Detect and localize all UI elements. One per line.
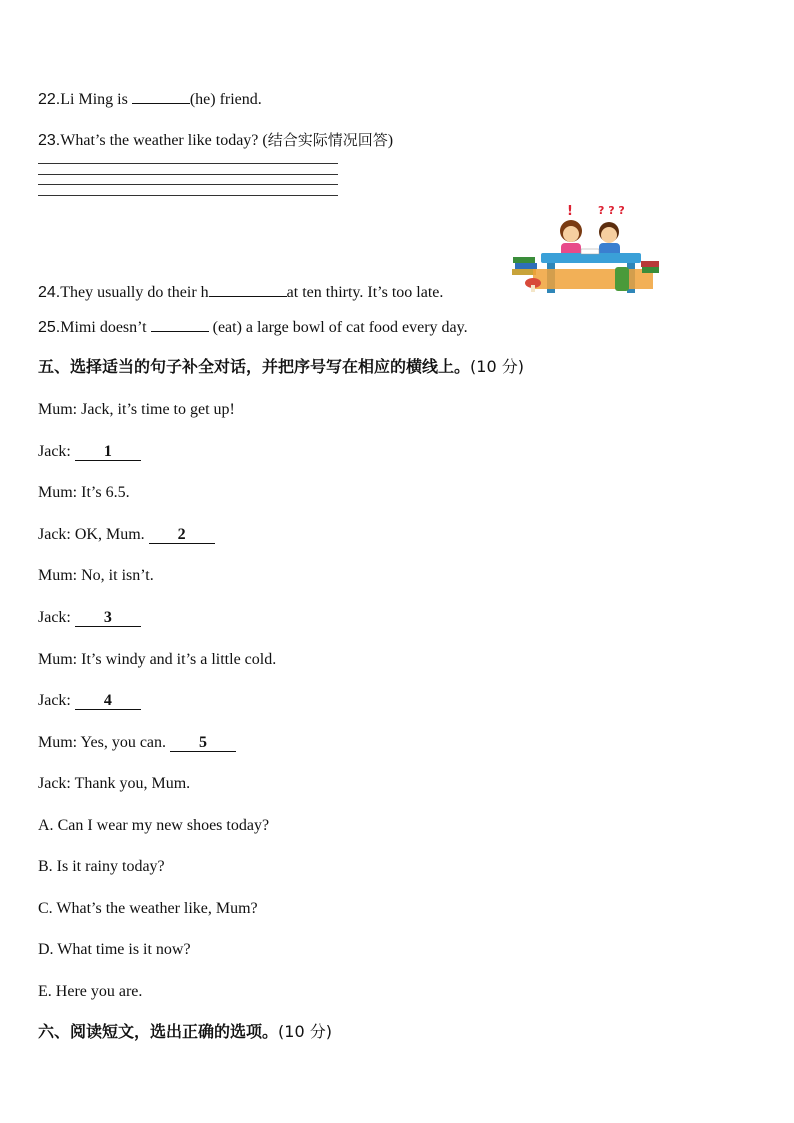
answer-blank: 3 [75,609,141,627]
children-studying-illustration [503,199,661,299]
answer-blank [151,316,209,332]
book-icon [642,267,659,273]
exclamation-mark-icon: ! [567,204,573,219]
answer-blank [132,88,190,104]
question-text-b: (he) friend. [189,91,262,108]
writing-line [38,163,338,164]
book-icon [641,261,659,267]
question-text-b: (eat) a large bowl of cat food every day. [208,319,468,336]
writing-line [38,195,338,196]
dialogue-line [38,774,190,794]
speaker: Mum: [38,401,78,418]
book-icon [512,269,536,275]
speaker: Mum: [38,484,78,501]
line-text: Jack, it’s time to get up! [81,401,235,418]
answer-blank: 5 [170,734,236,752]
line-text: Thank you, Mum. [74,775,191,792]
question-23 [38,130,393,151]
option-e [38,982,142,1002]
option-d [38,940,191,960]
dialogue-line [38,400,235,420]
answer-blank: 1 [75,443,141,461]
desk-top-icon [541,253,641,263]
question-24 [38,281,443,303]
question-text-a: Li Ming is [60,91,132,108]
floor-icon [533,269,653,289]
speaker: Jack: [38,775,71,792]
option-letter: D. [38,941,54,958]
dialogue-line [38,525,215,545]
question-22 [38,88,262,110]
writing-line [38,174,338,175]
line-text: OK, Mum. [74,526,145,543]
speaker: Mum: [38,734,78,751]
line-text: It’s 6.5. [81,484,130,501]
dialogue-line [38,566,154,586]
option-letter: A. [38,817,54,834]
speaker: Jack: [38,443,71,460]
question-number: 25. [38,319,61,336]
question-close: ) [387,132,394,149]
line-text: No, it isn’t. [81,567,154,584]
question-text: What’s the weather like today? ( [60,132,268,149]
dialogue-line [38,691,141,711]
question-number: 24. [38,284,61,301]
answer-blank: 2 [149,526,215,544]
option-b [38,857,165,877]
option-letter: B. [38,858,53,875]
open-book-icon [581,249,599,254]
option-c [38,899,258,919]
option-text: Is it rainy today? [56,858,165,875]
line-text: It’s windy and it’s a little cold. [81,651,277,668]
question-number: 23. [38,132,61,149]
question-mark-icon: ? ? ? [598,204,625,217]
section-score: (10 分) [470,357,524,376]
writing-line [38,184,338,185]
girl-face-icon [563,226,579,242]
speaker: Jack: [38,692,71,709]
chair-icon [615,267,629,291]
question-text-a: Mimi doesn’t [60,319,151,336]
book-icon [513,257,535,263]
option-text: What time is it now? [57,941,191,958]
answer-blank [209,281,287,297]
dialogue-line [38,483,130,503]
speaker: Mum: [38,567,78,584]
dialogue-line [38,733,236,753]
option-text: What’s the weather like, Mum? [56,900,258,917]
section-5-heading [38,357,524,377]
question-25 [38,316,468,338]
question-text-a: They usually do their h [60,284,209,301]
dialogue-line [38,442,141,462]
speaker: Mum: [38,651,78,668]
section-title: 五、选择适当的句子补全对话，并把序号写在相应的横线上。 [38,357,471,376]
option-a [38,816,269,836]
option-letter: E. [38,983,52,1000]
dialogue-line [38,608,141,628]
section-title: 六、阅读短文，选出正确的选项。 [38,1022,279,1041]
book-icon [515,263,537,269]
section-6-heading [38,1022,332,1042]
question-number: 22. [38,91,61,108]
option-letter: C. [38,900,53,917]
option-text: Can I wear my new shoes today? [57,817,270,834]
question-text-b: at ten thirty. It’s too late. [286,284,444,301]
boy-face-icon [601,227,617,243]
line-text: Yes, you can. [80,734,167,751]
question-instruction: 结合实际情况回答 [267,131,388,149]
section-score: (10 分) [278,1022,332,1041]
speaker: Jack: [38,609,71,626]
dialogue-line [38,650,276,670]
answer-blank: 4 [75,692,141,710]
speaker: Jack: [38,526,71,543]
option-text: Here you are. [55,983,143,1000]
